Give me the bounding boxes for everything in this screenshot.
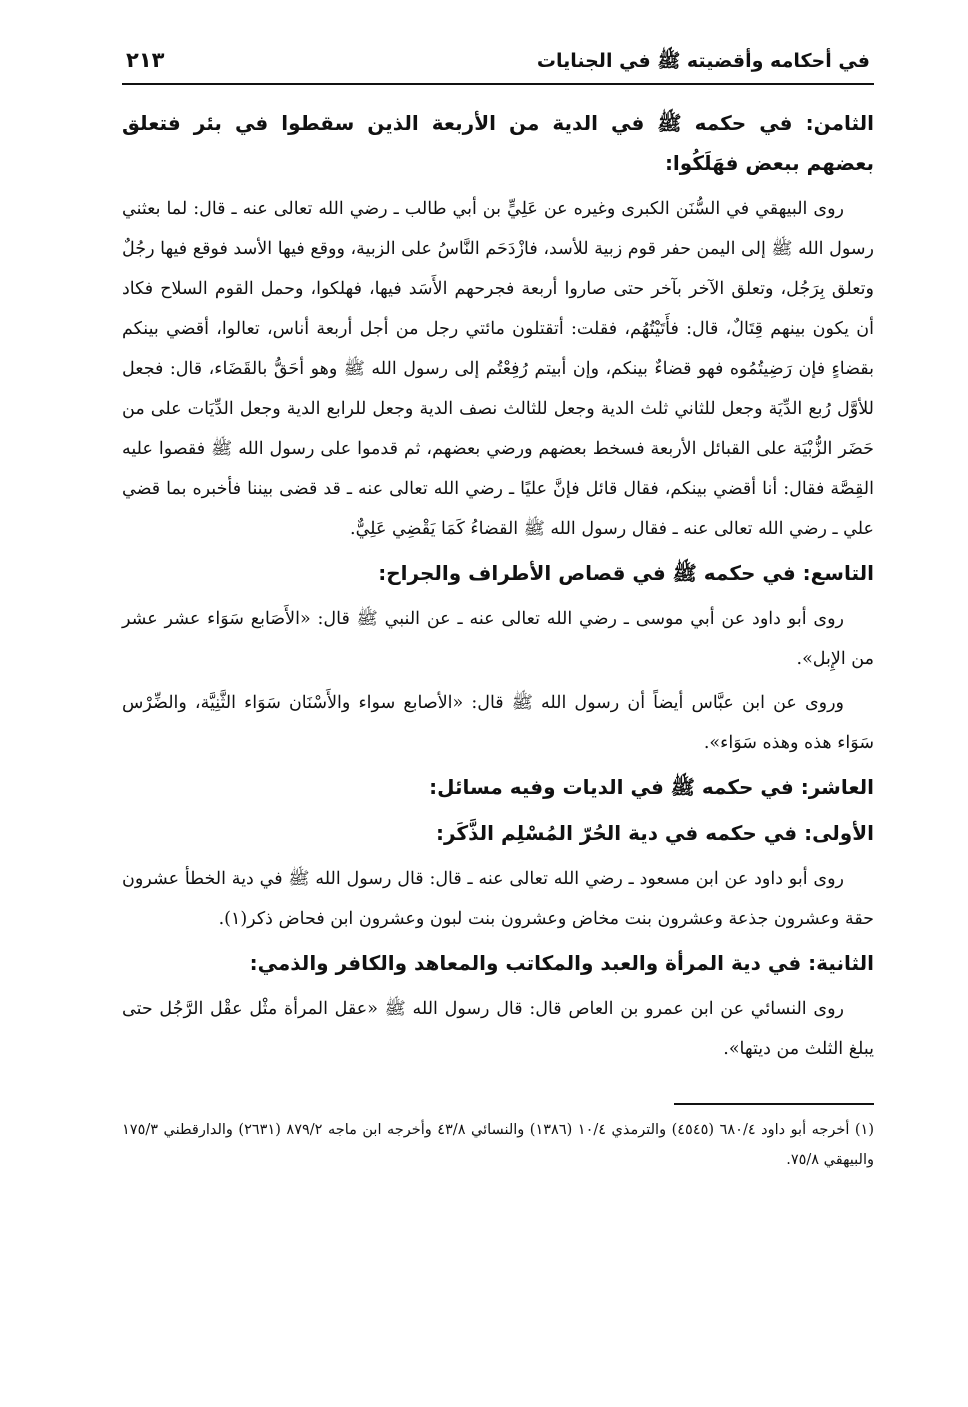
paragraph-eighth-narration: روى البيهقي في السُّنَن الكبرى وغيره عن عَلِيٍّ بن أبي طالب ـ رضي الله تعالى عنه ـ قال: لما بعثني رسول الله ﷺ إلى اليمن حفر قوم زبية للأسد، فازْدَحَم النَّاسُ على الزبية، ووقع فيها الأسد فوقع فيها رجُلٌ وتعلق بِرَجُل، وتعلق الآخر بآخر حتى صاروا أربعة فجرحهم الأَسَد فيها، فهلكوا، وحمل القوم السلاح فكاد أن يكون بينهم قِتَالٌ، قال: فأَتَيْتُهُم، فقلت: أتقتلون مائتي رجل من أجل أربعة أناس، تعالوا، أقضي بينكم بقضاءٍ فإن رَضِيتُمُوه فهو قضاءٌ بينكم، وإن أبيتم رُفِعْتُم إلى رسول الله ﷺ وهو أحَقُّ بالقَضَاء، قال: فجعل للأوَّل رُبع الدِّيَة وجعل للثاني ثلث الدية وجعل للثالث نصف الدية وجعل للرابع الدية وجعل الدِّيَات على من حَضَر الزُّبْيَة على القبائل الأربعة فسخط بعضهم ورضي بعضهم، ثم قدموا على رسول الله ﷺ فقصوا عليه القِصَّة فقال: أنا أقضي بينكم، فقال قائل فإنَّ عليًا ـ رضي الله تعالى عنه ـ قد قضى بيننا فأخبره بما قضي علي ـ رضي الله تعالى عنه ـ فقال رسول الله ﷺ القضاءُ كَمَا يَقْضِي عَلِيٌّ. — [122, 199, 874, 539]
subsection-heading-first: الأولى: في حكمه في دية الحُرّ المُسْلِم الذَّكَر: — [436, 821, 874, 845]
subsection-heading-second: الثانية: في دية المرأة والعبد والمكاتب والمعاهد والكافر والذمي: — [249, 951, 874, 975]
paragraph-ninth-ibn-abbas: وروى عن ابن عبَّاس أيضاً أن رسول الله ﷺ قال: «الأصابع سواء والأَسْنَان سَوَاء الثَّنِيَّة، والضِّرْس سَوَاء هذه وهذه سَوَاء». — [122, 693, 874, 753]
page-number: ٢١٣ — [126, 48, 165, 72]
section-heading-eighth: الثامن: في حكمه ﷺ في الدية من الأربعة الذين سقطوا في بئر فتعلق بعضهم ببعض فهَلَكُوا: — [122, 111, 874, 175]
running-title: في أحكامه وأقضيته ﷺ في الجنايات — [536, 50, 870, 72]
paragraph-first-ibn-masud: روى أبو داود عن ابن مسعود ـ رضي الله تعالى عنه ـ قال: قال رسول الله ﷺ في دية الخطأ عشرون حقة وعشرون جذعة وعشرون بنت مخاض وعشرون بنت لبون وعشرون ابن فحاض ذكر(١). — [122, 869, 874, 929]
footnotes — [122, 1115, 874, 1175]
book-page — [122, 48, 874, 1175]
page-body — [122, 103, 874, 1069]
paragraph-ninth-abu-dawud: روى أبو داود عن أبي موسى ـ رضي الله تعالى عنه ـ عن النبي ﷺ قال: «الأَصَابع سَوَاء عشر عشر من الإِبل». — [122, 609, 874, 669]
section-heading-tenth: العاشر: في حكمه ﷺ في الديات وفيه مسائل: — [429, 775, 874, 799]
section-heading-ninth: التاسع: في حكمه ﷺ في قصاص الأطراف والجراح: — [378, 561, 874, 585]
footnote-divider — [674, 1103, 874, 1105]
running-header — [122, 48, 874, 85]
footnote-1: (١) أخرجه أبو داود ٦٨٠/٤ (٤٥٤٥) والترمذي ١٠/٤ (١٣٨٦) والنسائي ٤٣/٨ وأخرجه ابن ماجه ٨٧٩/٢ (٢٦٣١) والدارقطني ١٧٥/٣ والبيهقي ٧٥/٨. — [122, 1122, 874, 1168]
paragraph-second-nasai: روى النسائي عن ابن عمرو بن العاص قال: قال رسول الله ﷺ «عقل المرأة مثْل عقْل الرَّجُل حتى يبلغ الثلث من ديتها». — [122, 999, 874, 1059]
